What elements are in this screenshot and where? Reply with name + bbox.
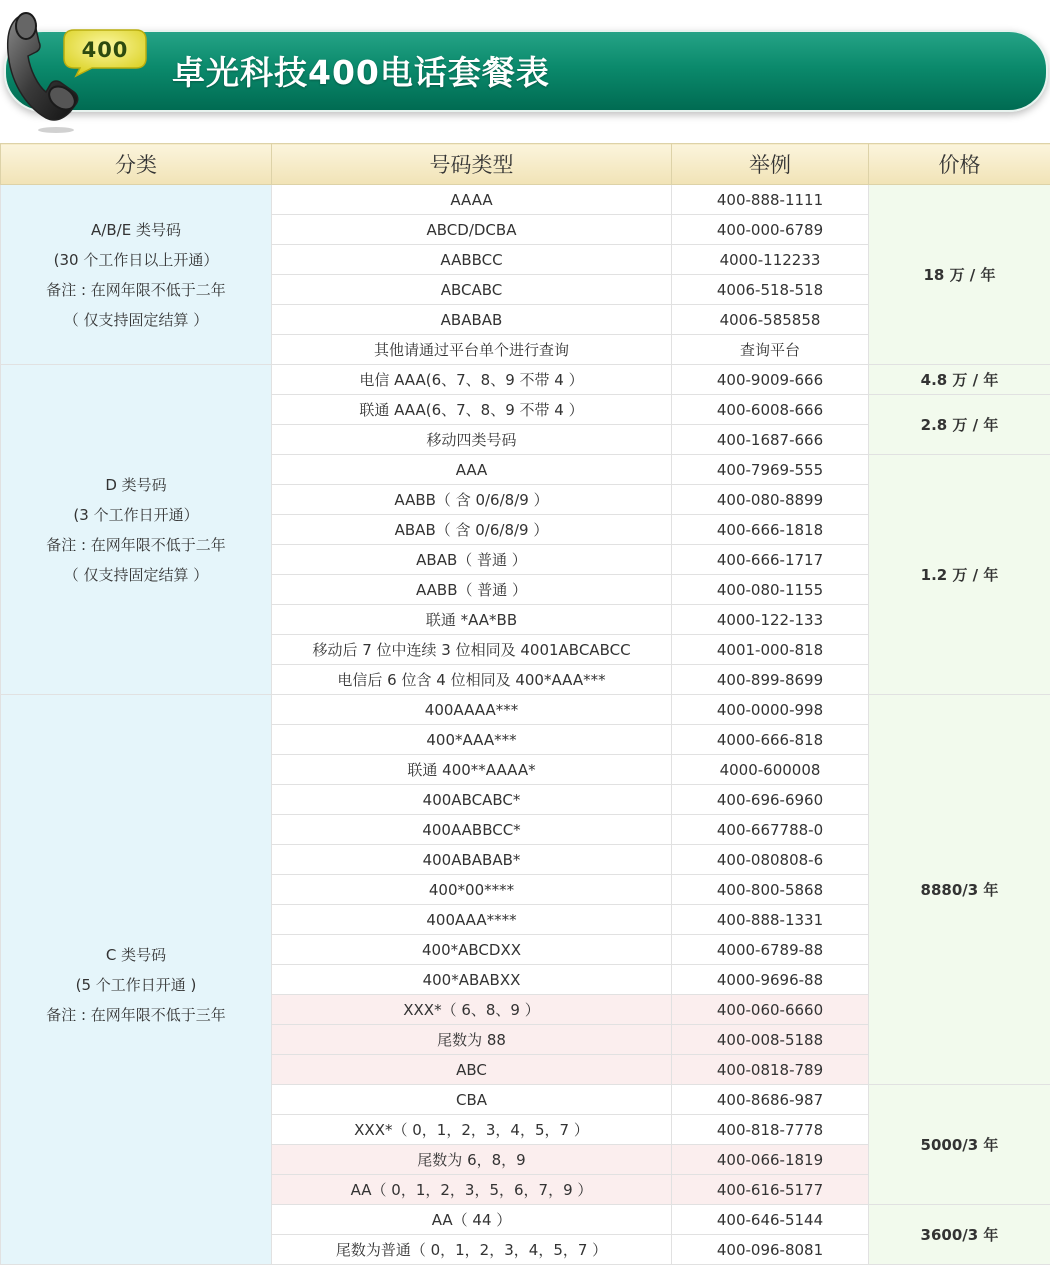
number-type-cell: 联通 AAA(6、7、8、9 不带 4 ） xyxy=(272,395,672,425)
category-line: （ 仅支持固定结算 ） xyxy=(63,310,209,329)
example-number-cell: 400-0818-789 xyxy=(672,1055,869,1085)
number-type-cell: 400ABCABC* xyxy=(272,785,672,815)
number-type-cell: ABCD/DCBA xyxy=(272,215,672,245)
number-type-cell: AAAA xyxy=(272,185,672,215)
example-number-cell: 400-008-5188 xyxy=(672,1025,869,1055)
table-header-row xyxy=(1,144,1050,185)
category-cell xyxy=(1,695,272,1265)
example-number-cell: 400-818-7778 xyxy=(672,1115,869,1145)
number-type-cell: 联通 400**AAAA* xyxy=(272,755,672,785)
category-line: 备注 : 在网年限不低于二年 xyxy=(46,280,226,299)
number-type-cell: 400*00**** xyxy=(272,875,672,905)
number-type-cell: 其他请通过平台单个进行查询 xyxy=(272,335,672,365)
example-number-cell: 4000-112233 xyxy=(672,245,869,275)
example-number-cell: 400-000-6789 xyxy=(672,215,869,245)
number-type-cell: 尾数为 6，8，9 xyxy=(272,1145,672,1175)
example-number-cell: 400-066-1819 xyxy=(672,1145,869,1175)
example-number-cell: 4006-585858 xyxy=(672,305,869,335)
price-cell: 4.8 万 / 年 xyxy=(869,365,1050,395)
price-cell: 2.8 万 / 年 xyxy=(869,395,1050,455)
example-number-cell: 400-060-6660 xyxy=(672,995,869,1025)
number-type-cell: AABB（ 普通 ） xyxy=(272,575,672,605)
example-number-cell: 查询平台 xyxy=(672,335,869,365)
number-type-cell: 电信 AAA(6、7、8、9 不带 4 ） xyxy=(272,365,672,395)
category-line: A/B/E 类号码 xyxy=(91,220,181,239)
number-type-cell: 联通 *AA*BB xyxy=(272,605,672,635)
number-type-cell: 400AAAA*** xyxy=(272,695,672,725)
example-number-cell: 400-667788-0 xyxy=(672,815,869,845)
column-header-category: 分类 xyxy=(1,144,272,185)
price-cell: 3600/3 年 xyxy=(869,1205,1050,1265)
number-type-cell: CBA xyxy=(272,1085,672,1115)
example-number-cell: 400-646-5144 xyxy=(672,1205,869,1235)
category-line: 备注 : 在网年限不低于三年 xyxy=(46,1006,226,1024)
example-number-cell: 400-666-1717 xyxy=(672,545,869,575)
price-table xyxy=(0,143,1050,1265)
category-cell xyxy=(1,185,272,365)
table-row xyxy=(1,695,1050,725)
number-type-cell: 400AAA**** xyxy=(272,905,672,935)
example-number-cell: 400-888-1331 xyxy=(672,905,869,935)
price-cell: 1.2 万 / 年 xyxy=(869,455,1050,695)
example-number-cell: 4000-6789-88 xyxy=(672,935,869,965)
header-banner-wrap xyxy=(0,0,1050,143)
number-type-cell: 400*AAA*** xyxy=(272,725,672,755)
example-number-cell: 4006-518-518 xyxy=(672,275,869,305)
number-type-cell: AA（ 0，1，2，3，5，6，7，9 ） xyxy=(272,1175,672,1205)
price-cell: 8880/3 年 xyxy=(869,695,1050,1085)
number-type-cell: ABAB（ 普通 ） xyxy=(272,545,672,575)
example-number-cell: 400-616-5177 xyxy=(672,1175,869,1205)
price-cell: 18 万 / 年 xyxy=(869,185,1050,365)
category-line: 备注 : 在网年限不低于二年 xyxy=(46,535,226,554)
number-type-cell: AAA xyxy=(272,455,672,485)
category-line: D 类号码 xyxy=(105,475,167,494)
page-title: 卓光科技400电话套餐表 xyxy=(172,53,550,92)
number-type-cell: AABB（ 含 0/6/8/9 ） xyxy=(272,485,672,515)
number-type-cell: ABC xyxy=(272,1055,672,1085)
example-number-cell: 400-096-8081 xyxy=(672,1235,869,1265)
number-type-cell: XXX*（ 6、8、9 ） xyxy=(272,995,672,1025)
column-header-example: 举例 xyxy=(672,144,869,185)
example-number-cell: 400-9009-666 xyxy=(672,365,869,395)
category-line: (3 个工作日开通） xyxy=(73,505,199,524)
example-number-cell: 400-080808-6 xyxy=(672,845,869,875)
column-header-number-type: 号码类型 xyxy=(272,144,672,185)
number-type-cell: ABCABC xyxy=(272,275,672,305)
number-type-cell: 电信后 6 位含 4 位相同及 400*AAA*** xyxy=(272,665,672,695)
number-type-cell: AA（ 44 ） xyxy=(272,1205,672,1235)
number-type-cell: 400AABBCC* xyxy=(272,815,672,845)
example-number-cell: 4000-122-133 xyxy=(672,605,869,635)
number-type-cell: 400ABABAB* xyxy=(272,845,672,875)
number-type-cell: XXX*（ 0，1，2，3，4，5，7 ） xyxy=(272,1115,672,1145)
number-type-cell: 移动后 7 位中连续 3 位相同及 4001ABCABCC xyxy=(272,635,672,665)
category-line: (5 个工作日开通 ) xyxy=(75,976,197,994)
number-type-cell: AABBCC xyxy=(272,245,672,275)
number-type-cell: 400*ABABXX xyxy=(272,965,672,995)
example-number-cell: 4000-666-818 xyxy=(672,725,869,755)
price-cell: 5000/3 年 xyxy=(869,1085,1050,1205)
example-number-cell: 400-6008-666 xyxy=(672,395,869,425)
table-row xyxy=(1,365,1050,395)
number-type-cell: 尾数为普通（ 0，1，2，3，4，5，7 ） xyxy=(272,1235,672,1265)
example-number-cell: 400-7969-555 xyxy=(672,455,869,485)
category-line: (30 个工作日以上开通） xyxy=(53,250,219,269)
example-number-cell: 400-0000-998 xyxy=(672,695,869,725)
example-number-cell: 400-800-5868 xyxy=(672,875,869,905)
number-type-cell: ABAB（ 含 0/6/8/9 ） xyxy=(272,515,672,545)
category-cell xyxy=(1,365,272,695)
example-number-cell: 400-080-1155 xyxy=(672,575,869,605)
number-type-cell: 400*ABCDXX xyxy=(272,935,672,965)
table-body xyxy=(1,185,1050,1265)
number-type-cell: 移动四类号码 xyxy=(272,425,672,455)
column-header-price: 价格 xyxy=(869,144,1050,185)
example-number-cell: 400-899-8699 xyxy=(672,665,869,695)
example-number-cell: 400-696-6960 xyxy=(672,785,869,815)
example-number-cell: 4000-9696-88 xyxy=(672,965,869,995)
badge-text: 400 xyxy=(81,38,129,62)
example-number-cell: 400-888-1111 xyxy=(672,185,869,215)
table-row xyxy=(1,185,1050,215)
example-number-cell: 400-080-8899 xyxy=(672,485,869,515)
category-line: C 类号码 xyxy=(105,946,167,964)
example-number-cell: 400-666-1818 xyxy=(672,515,869,545)
example-number-cell: 400-8686-987 xyxy=(672,1085,869,1115)
category-line: （ 仅支持固定结算 ） xyxy=(63,565,209,584)
number-type-cell: ABABAB xyxy=(272,305,672,335)
example-number-cell: 400-1687-666 xyxy=(672,425,869,455)
example-number-cell: 4000-600008 xyxy=(672,755,869,785)
number-type-cell: 尾数为 88 xyxy=(272,1025,672,1055)
example-number-cell: 4001-000-818 xyxy=(672,635,869,665)
